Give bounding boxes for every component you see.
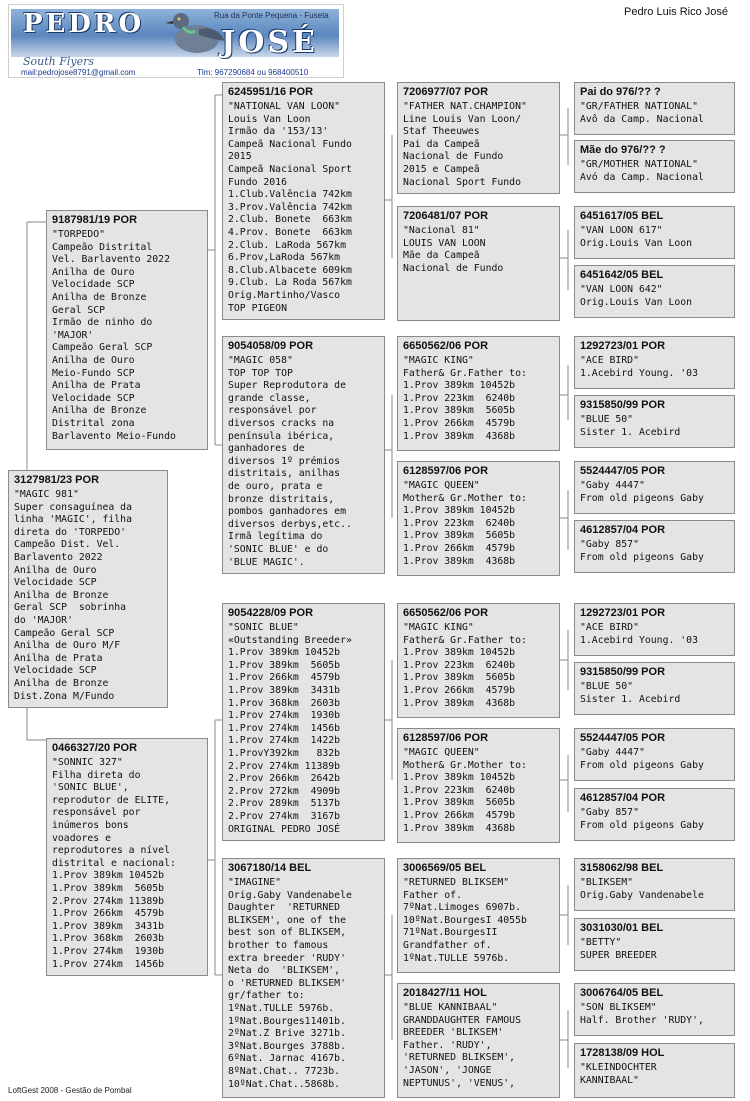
pigeon-details: "BLUE 50" Sister 1. Acebird xyxy=(580,414,681,438)
ring-number: Mãe do 976/?? ? xyxy=(580,144,666,156)
pigeon-details: "MAGIC QUEEN" Mother& Gr.Mother to: 1.Prov 389km 10452b 1.Prov 223km 6240b 1.Prov 389km 5605b 1.Prov 266km 4579b 1.Prov 389km 4368b xyxy=(403,480,527,567)
pigeon-details: "NATIONAL VAN LOON" Louis Van Loon Irmão da '153/13' Campeã Nacional Fundo 2015 Campeã Nacional Sport Fundo 2016 1.Club.Valência 742km 3.Prov.Valência 742km 2.Club. Bonete 663km 4.Prov. Bonete 663km 2.Club. LaRoda 567km 6.Prov,LaRoda 567km 8.Club.Albacete 609km 9.Club. La Roda 567km Orig.Martinho/Vasco TOP PIGEON xyxy=(228,101,352,314)
pedigree-card-gen4-4[interactable] xyxy=(574,265,735,318)
footer-credit: LoftGest 2008 - Gestão de Pombal xyxy=(8,1086,132,1095)
pedigree-card-gen4-13[interactable] xyxy=(574,858,735,911)
ring-number: 6128597/06 POR xyxy=(403,465,489,477)
pigeon-details: "ACE BIRD" 1.Acebird Young. '03 xyxy=(580,622,698,646)
ring-number: 6245951/16 POR xyxy=(228,86,314,98)
pigeon-details: "Gaby 4447" From old pigeons Gaby xyxy=(580,480,704,504)
pedigree-card-sire-sire[interactable] xyxy=(222,82,385,320)
pigeon-details: "KLEINDOCHTER KANNIBAAL" xyxy=(580,1062,657,1086)
ring-number: 9054058/09 POR xyxy=(228,340,314,352)
pigeon-details: "SONNIC 327" Filha direta do 'SONIC BLUE', reprodutor de ELITE, responsável por inúmeros bons voadores e reprodutores a nível distrital e nacional: 1.Prov 389km 10452b 1.Prov 389km 5605b 2.Prov 274km 11389b 1.Prov 266km 4579b 1.Prov 389km 3431b 1.Prov 368km 2603b 1.Prov 274km 1930b 1.Prov 274km 1456b xyxy=(52,757,176,970)
logo-name-last: JOSÉ xyxy=(221,25,318,60)
pigeon-details: "MAGIC QUEEN" Mother& Gr.Mother to: 1.Prov 389km 10452b 1.Prov 223km 6240b 1.Prov 389km 5605b 1.Prov 266km 4579b 1.Prov 389km 4368b xyxy=(403,747,527,834)
pigeon-details: "Nacional 81" LOUIS VAN LOON Mãe da Campeã Nacional de Fundo xyxy=(403,225,504,274)
pigeon-details: "BLIKSEM" Orig.Gaby Vandenabele xyxy=(580,877,704,901)
ring-number: 9315850/99 POR xyxy=(580,666,666,678)
ring-number: 2018427/11 HOL xyxy=(403,987,487,999)
pigeon-details: "SONIC BLUE" «Outstanding Breeder» 1.Prov 389km 10452b 1.Prov 389km 5605b 1.Prov 266km 4579b 1.Prov 389km 3431b 1.Prov 368km 2603b 1.Prov 274km 1930b 1.Prov 274km 1456b 1.Prov 274km 1422b 1.ProvY392km 832b 2.Prov 274km 11389b 2.Prov 266km 2642b 2.Prov 272km 4909b 2.Prov 289km 5137b 2.Prov 274km 3167b ORIGINAL PEDRO JOSÉ xyxy=(228,622,352,835)
pigeon-details: "GR/MOTHER NATIONAL" Avó da Camp. Nacional xyxy=(580,159,704,183)
pedigree-card-gen4-12[interactable] xyxy=(574,788,735,841)
pigeon-details: "IMAGINE" Orig.Gaby Vandenabele Daughter 'RETURNED BLIKSEM', one of the best son of BLIKSEM, brother to famous extra breeder 'RUDY' Neta do 'BLIKSEM', o 'RETURNED BLIKSEM' gr/father to: 1ºNat.TULLE 5976b. 1ºNat.Bourges11401b. 2ºNat.Z Brive 3271b. 3ºNat.Bourges 3788b. 6ºNat. Jarnac 4167b. 8ºNat.Chat.. 7723b. 10ºNat.Chat..5868b. xyxy=(228,877,352,1090)
pedigree-card-gen3-1[interactable] xyxy=(397,82,560,194)
pedigree-card-gen4-6[interactable] xyxy=(574,395,735,448)
pigeon-details: "BLUE KANNIBAAL" GRANDDAUGHTER FAMOUS BREEDER 'BLIKSEM' Father. 'RUDY', 'RETURNED BLIKSEM', 'JASON', 'JONGE NEPTUNUS', 'VENUS', xyxy=(403,1002,521,1089)
pigeon-details: "RETURNED BLIKSEM" Father of. 7ºNat.Limoges 6907b. 10ºNat.BourgesI 4055b 71ºNat.BourgesII Grandfather of. 1ºNat.TULLE 5976b. xyxy=(403,877,527,964)
ring-number: 6451642/05 BEL xyxy=(580,269,664,281)
pedigree-card-gen4-9[interactable] xyxy=(574,603,735,656)
ring-number: 5524447/05 POR xyxy=(580,732,666,744)
ring-number: 6650562/06 POR xyxy=(403,340,489,352)
ring-number: 3031030/01 BEL xyxy=(580,922,664,934)
pedigree-card-gen3-7[interactable] xyxy=(397,858,560,973)
pigeon-details: "MAGIC KING" Father& Gr.Father to: 1.Prov 389km 10452b 1.Prov 223km 6240b 1.Prov 389km 5605b 1.Prov 266km 4579b 1.Prov 389km 4368b xyxy=(403,355,527,442)
pedigree-card-gen3-2[interactable] xyxy=(397,206,560,321)
ring-number: 6451617/05 BEL xyxy=(580,210,664,222)
pigeon-details: "FATHER NAT.CHAMPION" Line Louis Van Loon/ Staf Theeuwes Pai da Campeã Nacional de Fundo 2015 e Campeã Nacional Sport Fundo xyxy=(403,101,527,188)
ring-number: 3158062/98 BEL xyxy=(580,862,664,874)
pedigree-card-gen3-3[interactable] xyxy=(397,336,560,451)
pigeon-details: "VAN LOON 642" Orig.Louis Van Loon xyxy=(580,284,693,308)
pigeon-details: "GR/FATHER NATIONAL" Avô da Camp. Nacional xyxy=(580,101,704,125)
logo-address: Rua da Ponte Pequena - Fuseta xyxy=(214,11,329,20)
logo-name-first: PEDRO xyxy=(23,9,145,39)
ring-number: 3006764/05 BEL xyxy=(580,987,664,999)
ring-number: 5524447/05 POR xyxy=(580,465,666,477)
pigeon-details: "VAN LOON 617" Orig.Louis Van Loon xyxy=(580,225,693,249)
pigeon-details: "BETTY" SUPER BREEDER xyxy=(580,937,657,961)
ring-number: 1292723/01 POR xyxy=(580,607,666,619)
pedigree-card-gen4-16[interactable] xyxy=(574,1043,735,1098)
pigeon-details: "SON BLIKSEM" Half. Brother 'RUDY', xyxy=(580,1002,704,1026)
pedigree-card-gen4-1[interactable] xyxy=(574,82,735,135)
ring-number: 4612857/04 POR xyxy=(580,524,666,536)
pedigree-card-dam-dam[interactable] xyxy=(222,858,385,1098)
pedigree-card-gen3-6[interactable] xyxy=(397,728,560,843)
ring-number: 3006569/05 BEL xyxy=(403,862,487,874)
pedigree-card-gen4-3[interactable] xyxy=(574,206,735,259)
pigeon-details: "Gaby 857" From old pigeons Gaby xyxy=(580,539,704,563)
pedigree-card-gen3-4[interactable] xyxy=(397,461,560,576)
pedigree-card-sire[interactable] xyxy=(46,210,208,450)
ring-number: Pai do 976/?? ? xyxy=(580,86,661,98)
pedigree-card-subject[interactable] xyxy=(8,470,168,708)
pedigree-card-sire-dam[interactable] xyxy=(222,336,385,574)
pedigree-card-dam[interactable] xyxy=(46,738,208,976)
ring-number: 3067180/14 BEL xyxy=(228,862,312,874)
ring-number: 9054228/09 POR xyxy=(228,607,314,619)
pigeon-details: "MAGIC 981" Super consaguínea da linha 'MAGIC', filha direta do 'TORPEDO' Campeão Dist. Vel. Barlavento 2022 Anilha de Ouro Velocidade SCP Anilha de Bronze Geral SCP sobrinha do 'MAJOR' Campeão Geral SCP Anilha de Ouro M/F Anilha de Prata Velocidade SCP Anilha de Bronze Dist.Zona M/Fundo xyxy=(14,489,132,702)
ring-number: 6128597/06 POR xyxy=(403,732,489,744)
pedigree-card-gen4-11[interactable] xyxy=(574,728,735,781)
pedigree-card-gen3-5[interactable] xyxy=(397,603,560,718)
pedigree-card-gen4-15[interactable] xyxy=(574,983,735,1036)
ring-number: 9187981/19 POR xyxy=(52,214,138,226)
pedigree-card-gen4-7[interactable] xyxy=(574,461,735,514)
ring-number: 6650562/06 POR xyxy=(403,607,489,619)
pigeon-details: "BLUE 50" Sister 1. Acebird xyxy=(580,681,681,705)
ring-number: 0466327/20 POR xyxy=(52,742,138,754)
ring-number: 9315850/99 POR xyxy=(580,399,666,411)
ring-number: 1292723/01 POR xyxy=(580,340,666,352)
logo-email: mail:pedrojose8791@gmail.com xyxy=(21,68,136,77)
pigeon-details: "TORPEDO" Campeão Distrital Vel. Barlavento 2022 Anilha de Ouro Velocidade SCP Anilha de Bronze Geral SCP Irmão de ninho do 'MAJOR' Campeão Geral SCP Anilha de Ouro Meio-Fundo SCP Anilha de Prata Velocidade SCP Anilha de Bronze Distrital zona Barlavento Meio-Fundo xyxy=(52,229,176,442)
ring-number: 7206977/07 POR xyxy=(403,86,489,98)
logo-phone: Tlm: 967290684 ou 968400510 xyxy=(197,68,309,77)
owner-name: Pedro Luis Rico José xyxy=(624,6,728,18)
pigeon-details: "MAGIC 058" TOP TOP TOP Super Reprodutora de grande classe, responsável por diversos cracks na península ibérica, ganhadores de diversos 1º prémios distritais, anilhas de ouro, prata e bronze distritais, pombos ganhadores em diversos derbys,etc.. Irmã legítima do 'SONIC BLUE' e do 'BLUE MAGIC'. xyxy=(228,355,352,568)
pedigree-card-dam-sire[interactable] xyxy=(222,603,385,841)
pigeon-details: "ACE BIRD" 1.Acebird Young. '03 xyxy=(580,355,698,379)
ring-number: 3127981/23 POR xyxy=(14,474,100,486)
logo-slogan: South Flyers xyxy=(23,55,95,68)
pedigree-card-gen4-10[interactable] xyxy=(574,662,735,715)
pigeon-details: "Gaby 4447" From old pigeons Gaby xyxy=(580,747,704,771)
pedigree-card-gen3-8[interactable] xyxy=(397,983,560,1098)
pedigree-card-gen4-8[interactable] xyxy=(574,520,735,573)
pigeon-details: "Gaby 857" From old pigeons Gaby xyxy=(580,807,704,831)
pedigree-card-gen4-5[interactable] xyxy=(574,336,735,389)
ring-number: 7206481/07 POR xyxy=(403,210,489,222)
pedigree-card-gen4-14[interactable] xyxy=(574,918,735,971)
pedigree-card-gen4-2[interactable] xyxy=(574,140,735,193)
ring-number: 4612857/04 POR xyxy=(580,792,666,804)
ring-number: 1728138/09 HOL xyxy=(580,1047,665,1059)
pigeon-details: "MAGIC KING" Father& Gr.Father to: 1.Prov 389km 10452b 1.Prov 223km 6240b 1.Prov 389km 5605b 1.Prov 266km 4579b 1.Prov 389km 4368b xyxy=(403,622,527,709)
